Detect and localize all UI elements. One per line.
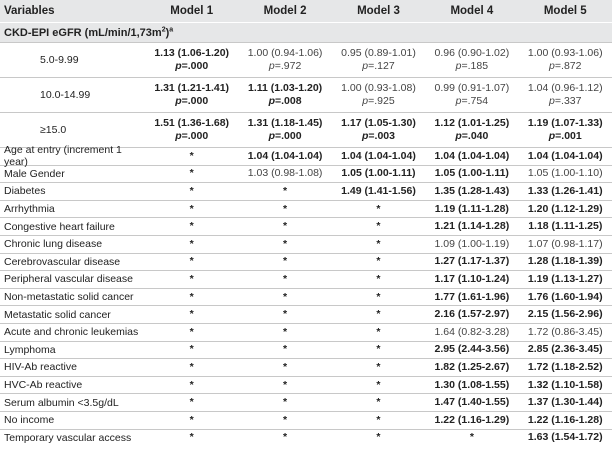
model-4-cell: 1.64 (0.82-3.28) [434,325,510,338]
model-5-cell: 1.76 (1.60-1.94) [527,290,603,303]
p-value: p=.127 [362,60,395,72]
hazard-ratio: 1.11 (1.03-1.20) [248,82,323,94]
table-row [0,376,612,394]
model-2-cell [238,47,331,73]
model-5-cell: 1.32 (1.10-1.58) [527,378,603,391]
model-5-cell [519,47,612,73]
table-row [0,358,612,376]
model-4-cell: * [469,431,474,444]
model-5-cell: 1.07 (0.98-1.17) [527,237,603,250]
model-3-cell: 1.49 (1.41-1.56) [341,184,416,197]
model-1-cell: * [189,431,194,444]
model-4-cell: 1.27 (1.17-1.37) [434,255,510,268]
row-label: HVC-Ab reactive [4,379,83,392]
model-5-cell: 1.72 (0.86-3.45) [527,325,603,338]
model-3-cell: * [376,290,381,303]
model-5-cell [519,117,612,143]
model-1-cell: * [189,220,194,233]
model-2-cell: * [283,184,288,197]
model-5-cell: 1.28 (1.18-1.39) [527,255,603,268]
table-row [0,182,612,200]
header-variables: Variables [4,5,55,17]
table-row [0,253,612,271]
row-label: Metastatic solid cancer [4,308,111,321]
hazard-ratio: 1.31 (1.18-1.45) [247,117,323,129]
model-3-cell: * [376,308,381,321]
p-value: p=.001 [548,130,582,142]
model-1-cell: * [189,237,194,250]
model-3-cell [332,117,425,143]
model-1-cell: * [189,413,194,426]
model-1-cell: * [189,290,194,303]
section-label-footnote: a [169,25,174,33]
hazard-ratio: 1.00 (0.94-1.06) [247,47,323,59]
model-1-cell: * [189,272,194,285]
hazard-ratio: 0.96 (0.90-1.02) [434,47,510,59]
table-row [0,393,612,411]
model-5-cell: 1.19 (1.13-1.27) [527,272,603,285]
model-4-cell: 2.16 (1.57-2.97) [434,308,510,321]
p-value: p=.000 [175,95,209,107]
model-2-cell: * [283,325,288,338]
table-row [0,235,612,253]
model-3-cell: 1.05 (1.00-1.11) [341,167,416,180]
covariate-rows [0,144,612,446]
model-3-cell: * [376,272,381,285]
model-3-cell: * [376,360,381,373]
row-label: Temporary vascular access [4,431,132,444]
p-value: p=.000 [175,130,209,142]
model-2-cell: * [283,308,288,321]
row-label: Arrhythmia [4,203,55,216]
table-row [0,270,612,288]
p-value: p=.337 [549,95,582,107]
model-4-cell: 1.77 (1.61-1.96) [434,290,510,303]
model-2-cell [238,117,331,143]
model-4-cell: 1.09 (1.00-1.19) [434,237,510,250]
hazard-ratio: 1.51 (1.36-1.68) [154,117,230,129]
model-1-cell: * [189,396,194,409]
model-4-cell: 1.04 (1.04-1.04) [434,149,510,162]
row-label: Non-metastatic solid cancer [4,291,134,304]
model-4-cell: 1.35 (1.28-1.43) [434,184,510,197]
p-value: p=.008 [268,95,302,107]
model-3-cell: * [376,220,381,233]
p-value: p=.000 [175,60,209,72]
section-ckd-epi-egfr [0,22,612,42]
table-row [0,323,612,341]
p-value: p=.754 [455,95,489,107]
model-2-cell: * [283,360,288,373]
hazard-ratio: 1.19 (1.07-1.33) [527,117,603,129]
table-row [0,42,612,77]
model-2-cell: * [283,290,288,303]
model-4-cell: 1.82 (1.25-2.67) [434,360,510,373]
p-value: p=.925 [362,95,395,107]
model-5-cell: 1.04 (1.04-1.04) [527,149,603,162]
model-4-cell: 1.47 (1.40-1.55) [434,396,510,409]
model-4-cell: 1.22 (1.16-1.29) [434,413,510,426]
model-1-cell: * [189,360,194,373]
row-label: Congestive heart failure [4,220,115,233]
table-row [0,429,612,447]
model-5-cell: 1.37 (1.30-1.44) [527,396,603,409]
model-1-cell: * [189,202,194,215]
p-value: p=.040 [455,130,489,142]
table-row [0,144,612,169]
table-row [0,217,612,235]
model-1-cell [145,82,238,108]
model-3-cell: * [376,325,381,338]
model-2-cell: 1.03 (0.98-1.08) [247,167,323,180]
model-2-cell: 1.04 (1.04-1.04) [247,149,323,162]
model-1-cell: * [189,343,194,356]
header-model-3: Model 3 [357,4,400,17]
p-value: p=.972 [268,60,302,72]
model-5-cell: 1.63 (1.54-1.72) [527,431,603,444]
model-4-cell: 2.95 (2.44-3.56) [434,343,510,356]
model-3-cell: * [376,413,381,426]
hazard-ratio: 1.00 (0.93-1.08) [341,82,416,94]
model-5-cell: 1.22 (1.16-1.28) [527,413,603,426]
table-header [0,0,612,22]
header-model-1: Model 1 [170,4,214,17]
model-3-cell: 1.04 (1.04-1.04) [341,149,416,162]
row-label: Chronic lung disease [4,238,103,251]
section-label-text: CKD-EPI eGFR (mL/min/1,73m [4,26,162,39]
row-label: Peripheral vascular disease [4,273,133,286]
hazard-ratio: 0.95 (0.89-1.01) [341,47,416,59]
row-label: Lymphoma [4,343,56,356]
model-3-cell: * [376,378,381,391]
model-4-cell [425,82,518,108]
row-label: 10.0-14.99 [40,89,91,101]
model-4-cell: 1.30 (1.08-1.55) [434,378,510,391]
model-5-cell: 1.05 (1.00-1.10) [527,167,603,180]
model-4-cell: 1.17 (1.10-1.24) [434,272,510,285]
model-3-cell: * [376,431,381,444]
row-label: No income [4,414,55,427]
model-5-cell: 2.85 (2.36-3.45) [527,343,603,356]
model-2-cell: * [283,378,288,391]
table-row [0,341,612,359]
model-4-cell: 1.05 (1.00-1.11) [434,167,509,180]
table-row [0,112,612,147]
model-2-cell: * [283,255,288,268]
model-3-cell: * [376,343,381,356]
row-label: Age at entry (increment 1 year) [4,144,122,169]
model-5-cell: 1.20 (1.12-1.29) [527,202,603,215]
model-3-cell: * [376,396,381,409]
table-row [0,77,612,112]
model-1-cell: * [189,184,194,197]
table-row [0,165,612,183]
model-3-cell [332,47,425,73]
hazard-ratio: 1.04 (0.96-1.12) [527,82,603,94]
model-4-cell: 1.19 (1.11-1.28) [434,202,509,215]
row-label: ≥15.0 [40,124,67,136]
table-row [0,288,612,306]
p-value: p=.872 [549,60,582,72]
section-label [0,27,612,39]
model-2-cell [238,82,331,108]
model-1-cell: * [189,255,194,268]
hazard-ratio: 1.12 (1.01-1.25) [434,117,510,129]
model-5-cell: 1.33 (1.26-1.41) [527,184,603,197]
model-5-cell: 2.15 (1.56-2.96) [527,308,603,321]
model-4-cell [425,117,518,143]
hazard-ratio: 0.99 (0.91-1.07) [434,82,510,94]
hazard-ratio: 1.13 (1.06-1.20) [154,47,230,59]
row-label: HIV-Ab reactive [4,361,77,374]
header-model-5: Model 5 [543,4,587,17]
row-label: Diabetes [4,185,46,198]
p-value: p=.003 [361,130,395,142]
row-label: Serum albumin <3.5g/dL [4,396,119,409]
model-4-cell [425,47,518,73]
model-5-cell [519,82,612,108]
model-3-cell: * [376,237,381,250]
hazard-ratio: 1.00 (0.93-1.06) [527,47,603,59]
model-2-cell: * [283,237,288,250]
hazard-ratio: 1.31 (1.21-1.41) [154,82,230,94]
model-3-cell: * [376,255,381,268]
header-model-2: Model 2 [263,4,307,17]
model-3-cell [332,82,425,108]
p-value: p=.000 [268,130,302,142]
model-2-cell: * [283,413,288,426]
model-4-cell: 1.21 (1.14-1.28) [434,220,510,233]
model-1-cell [145,47,238,73]
p-value: p=.185 [455,60,489,72]
model-1-cell: * [189,325,194,338]
model-2-cell: * [283,431,288,444]
model-1-cell: * [189,378,194,391]
row-label: Cerebrovascular disease [4,255,121,268]
row-label: Male Gender [4,167,65,180]
model-5-cell: 1.18 (1.11-1.25) [528,220,603,233]
egfr-subrows [0,42,612,147]
model-2-cell: * [283,272,288,285]
table-row [0,411,612,429]
row-label: 5.0-9.99 [40,54,79,66]
model-2-cell: * [283,343,288,356]
model-1-cell: * [189,167,194,180]
model-1-cell: * [189,149,194,162]
table-row [0,305,612,323]
model-1-cell [145,117,238,143]
section-label-sup: 2 [161,25,166,33]
hazard-ratio: 1.17 (1.05-1.30) [341,117,416,129]
model-2-cell: * [283,396,288,409]
model-5-cell: 1.72 (1.18-2.52) [527,360,603,373]
table-row [0,200,612,218]
model-2-cell: * [283,202,288,215]
header-model-4: Model 4 [450,4,494,17]
row-label: Acute and chronic leukemias [4,326,139,339]
section-label-suffix: ) [165,26,170,39]
model-3-cell: * [376,202,381,215]
model-2-cell: * [283,220,288,233]
model-1-cell: * [189,308,194,321]
